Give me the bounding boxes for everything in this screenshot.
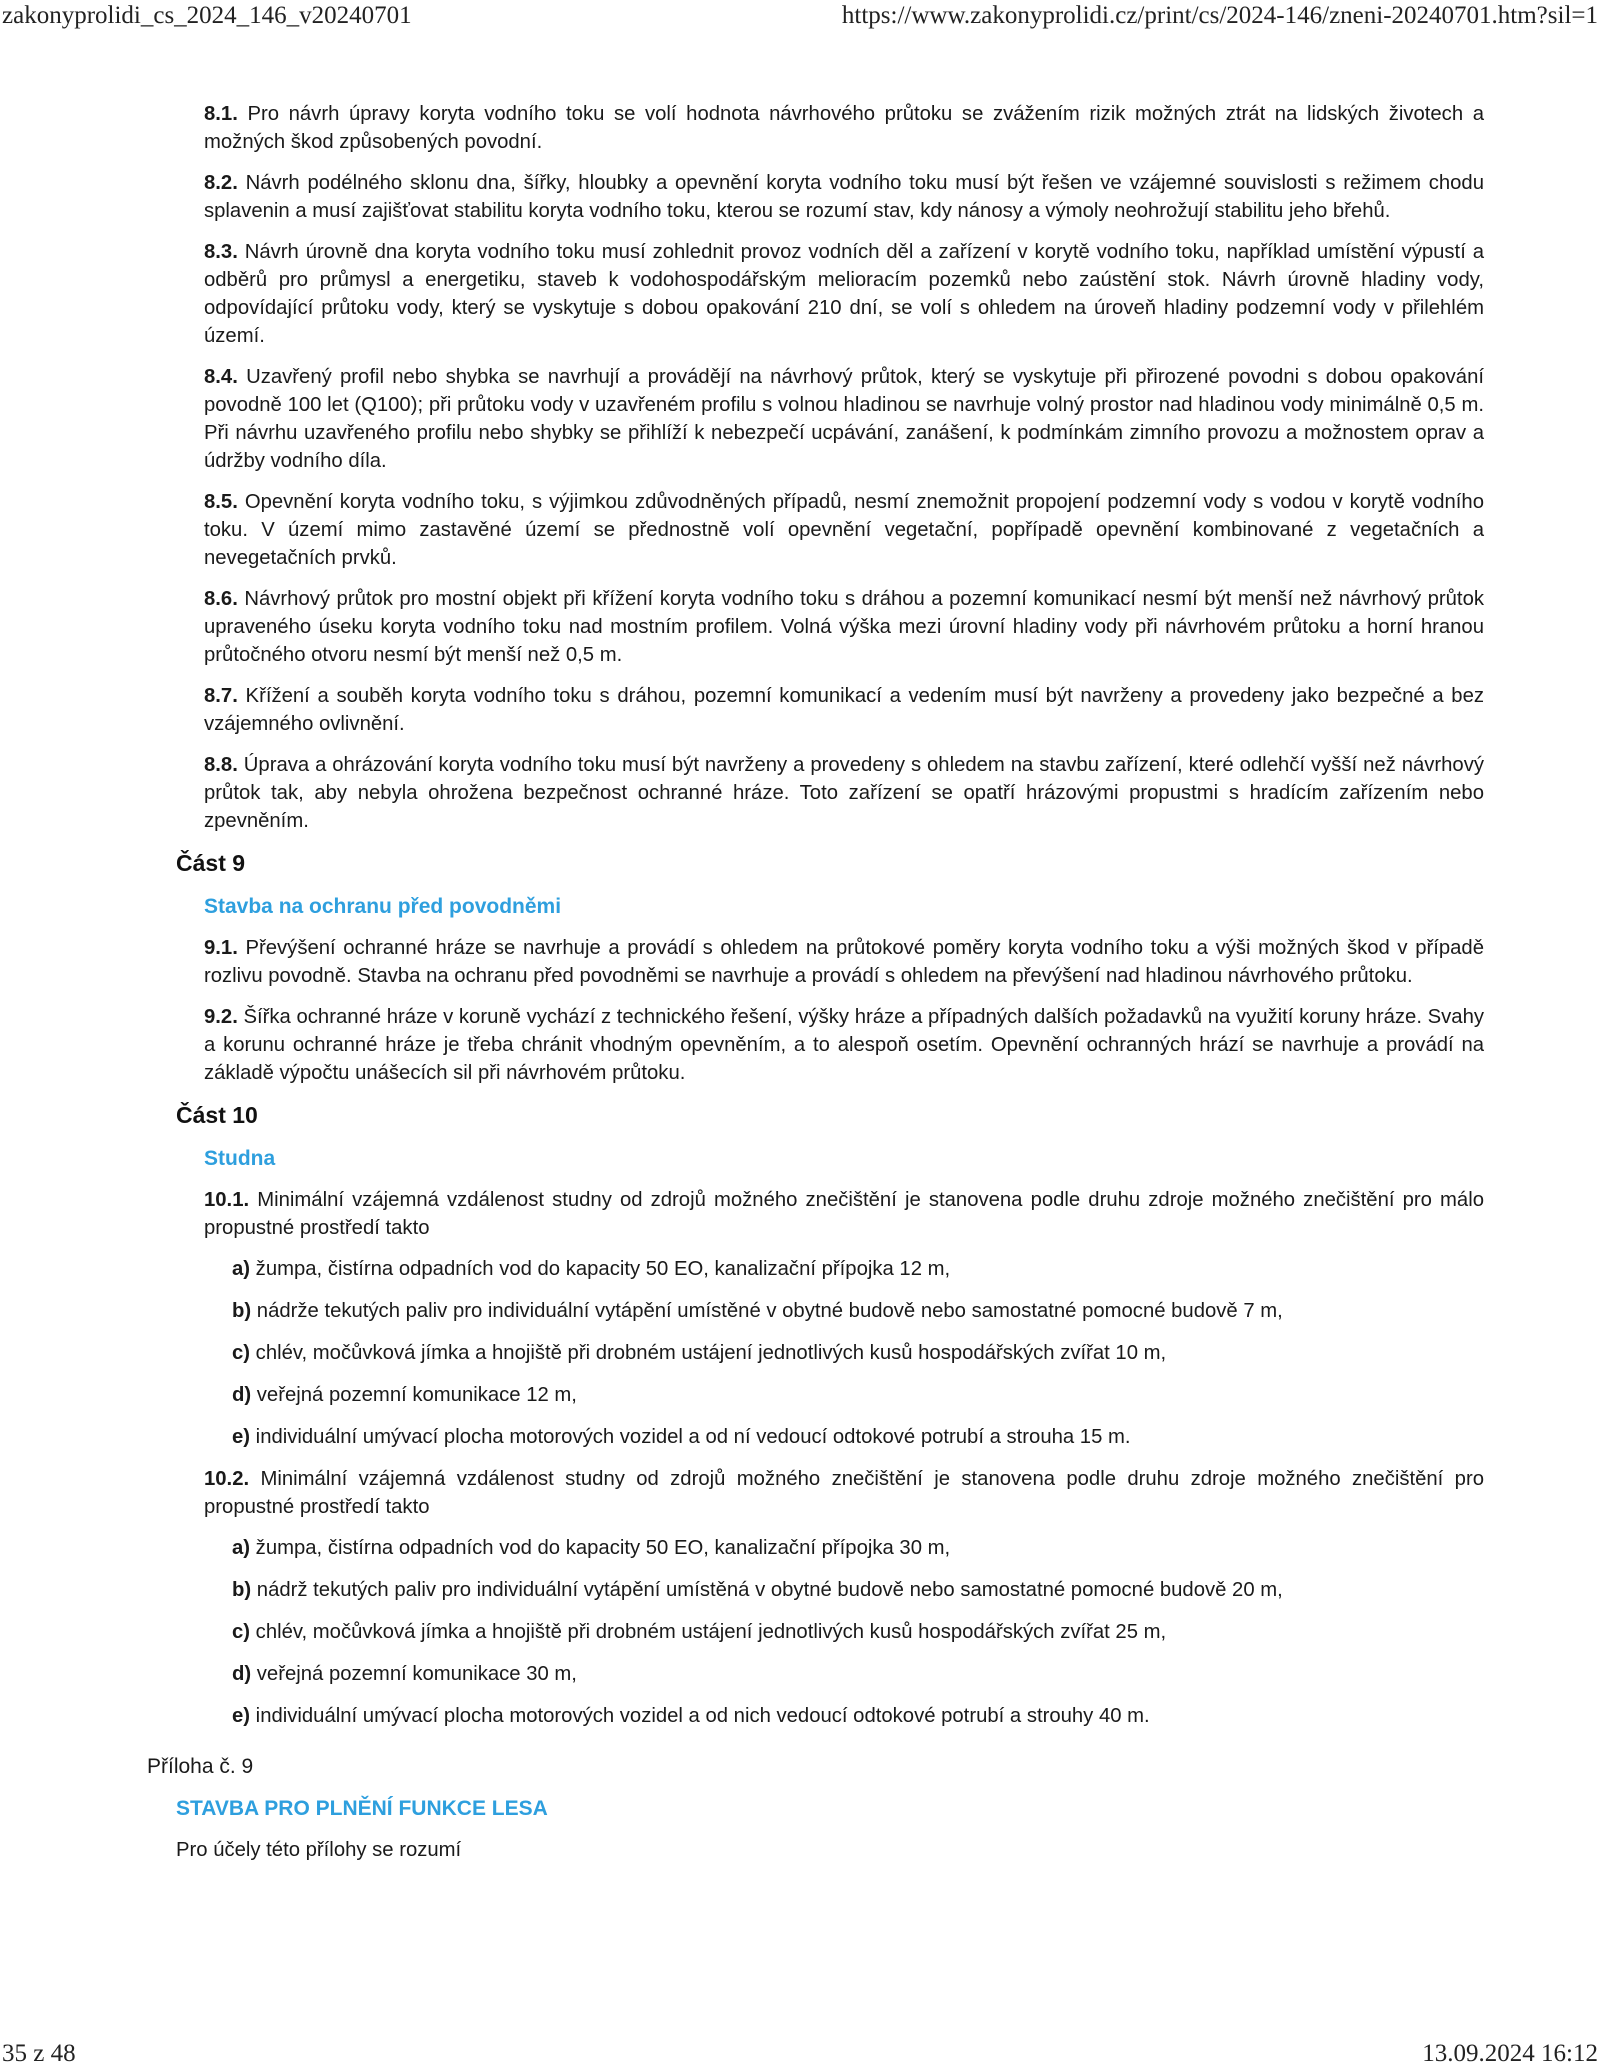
item-letter: e)	[232, 1426, 251, 1448]
paragraph-text: Návrh úrovně dna koryta vodního toku musí zohlednit provoz vodních děl a zařízení v korytě vodního toku, například umístění výpustí a odběrů pro průmysl a energetiku, staveb k vodohospodářským melioracím pozemků nebo zaústění stok. Návrh úrovně hladiny vody, odpovídající průtoku vody, který se vyskytuje s dobou opakování 210 dní, se volí s ohledem na úroveň hladiny podzemní vody v přilehlém území.	[204, 241, 1484, 347]
list-item	[232, 1339, 1484, 1367]
list-item	[232, 1423, 1484, 1451]
paragraph-8-8	[204, 751, 1484, 835]
paragraph-9-2	[204, 1003, 1484, 1087]
page-counter: 35 z 48	[2, 2040, 76, 2067]
item-letter: d)	[232, 1663, 252, 1685]
paragraph-number: 9.1.	[204, 937, 238, 959]
paragraph-8-6	[204, 585, 1484, 669]
paragraph-text: Pro návrh úpravy koryta vodního toku se volí hodnota návrhového průtoku se zvážením rizik možných ztrát na lidských životech a možných škod způsobených povodní.	[204, 103, 1484, 153]
item-text: nádrže tekutých paliv pro individuální vytápění umístěné v obytné budově nebo samostatné pomocné budově 7 m,	[251, 1300, 1283, 1322]
item-text: veřejná pozemní komunikace 30 m,	[251, 1663, 577, 1685]
paragraph-text: Návrh podélného sklonu dna, šířky, hloubky a opevnění koryta vodního toku musí být řešen ve vzájemné souvislosti s režimem chodu splavenin a musí zajišťovat stabilitu koryta vodního toku, kterou se rozumí stav, kdy nánosy a výmoly neohrožují stabilitu jeho břehů.	[204, 172, 1484, 222]
paragraph-9-1	[204, 934, 1484, 990]
paragraph-8-5	[204, 488, 1484, 572]
item-text: nádrž tekutých paliv pro individuální vytápění umístěná v obytné budově nebo samostatné pomocné budově 20 m,	[251, 1579, 1283, 1601]
list-item	[232, 1381, 1484, 1409]
paragraph-8-1	[204, 100, 1484, 156]
item-letter: e)	[232, 1705, 251, 1727]
paragraph-text: Minimální vzájemná vzdálenost studny od zdrojů možného znečištění je stanovena podle druhu zdroje možného znečištění pro málo propustné prostředí takto	[204, 1189, 1484, 1239]
paragraph-number: 8.4.	[204, 366, 238, 388]
item-text: individuální umývací plocha motorových vozidel a od ní vedoucí odtokové potrubí a strouha 15 m.	[250, 1426, 1131, 1448]
paragraph-text: Křížení a souběh koryta vodního toku s dráhou, pozemní komunikací a vedením musí být navrženy a provedeny jako bezpečné a bez vzájemného ovlivnění.	[204, 685, 1484, 735]
print-timestamp: 13.09.2024 16:12	[1422, 2040, 1598, 2067]
list-item	[232, 1702, 1484, 1730]
part-9-title: Stavba na ochranu před povodněmi	[204, 895, 562, 918]
paragraph-number: 10.2.	[204, 1468, 250, 1490]
item-letter: b)	[232, 1300, 252, 1322]
paragraph-number: 8.7.	[204, 685, 238, 707]
paragraph-10-2	[204, 1465, 1484, 1521]
paragraph-number: 8.6.	[204, 588, 238, 610]
paragraph-text: Převýšení ochranné hráze se navrhuje a provádí s ohledem na průtokové poměry koryta vodního toku a výši možných škod v případě rozlivu povodně. Stavba na ochranu před povodněmi se navrhuje a provádí s ohledem na převýšení nad hladinou návrhového průtoku.	[204, 937, 1484, 987]
list-item	[232, 1255, 1484, 1283]
item-text: žumpa, čistírna odpadních vod do kapacity 50 EO, kanalizační přípojka 12 m,	[250, 1258, 951, 1280]
paragraph-number: 8.3.	[204, 241, 238, 263]
item-letter: c)	[232, 1621, 251, 1643]
paragraph-10-1	[204, 1186, 1484, 1242]
paragraph-text: Úprava a ohrázování koryta vodního toku musí být navrženy a provedeny s ohledem na stavbu zařízení, které odlehčí vyšší než návrhový průtok tak, aby nebyla ohrožena bezpečnost ochranné hráze. Toto zařízení se opatří hrázovými propustmi s hradícím zařízením nebo zpevněním.	[204, 754, 1484, 832]
item-letter: a)	[232, 1537, 251, 1559]
part-10-heading: Část 10	[176, 1102, 258, 1128]
paragraph-number: 10.1.	[204, 1189, 250, 1211]
paragraph-8-7	[204, 682, 1484, 738]
item-letter: a)	[232, 1258, 251, 1280]
paragraph-text: Návrhový průtok pro mostní objekt při křížení koryta vodního toku s dráhou a pozemní komunikací nesmí být menší než návrhový průtok upraveného úseku koryta vodního toku nad mostním profilem. Volná výška mezi úrovní hladiny vody při návrhovém průtoku a horní hranou průtočného otvoru nesmí být menší než 0,5 m.	[204, 588, 1484, 666]
paragraph-8-3	[204, 238, 1484, 350]
item-letter: d)	[232, 1384, 252, 1406]
item-text: žumpa, čistírna odpadních vod do kapacity 50 EO, kanalizační přípojka 30 m,	[250, 1537, 951, 1559]
paragraph-text: Minimální vzájemná vzdálenost studny od zdrojů možného znečištění je stanovena podle druhu zdroje možného znečištění pro propustné prostředí takto	[204, 1468, 1484, 1518]
document-content	[0, 100, 1600, 1864]
item-text: chlév, močůvková jímka a hnojiště při drobném ustájení jednotlivých kusů hospodářských zvířat 25 m,	[250, 1621, 1167, 1643]
paragraph-number: 8.8.	[204, 754, 238, 776]
item-letter: b)	[232, 1579, 252, 1601]
item-text: veřejná pozemní komunikace 12 m,	[251, 1384, 577, 1406]
item-letter: c)	[232, 1342, 251, 1364]
paragraph-number: 8.5.	[204, 491, 238, 513]
list-item	[232, 1534, 1484, 1562]
part-9-heading: Část 9	[176, 850, 246, 876]
list-item	[232, 1618, 1484, 1646]
paragraph-number: 8.1.	[204, 103, 238, 125]
part-10-title: Studna	[204, 1147, 276, 1170]
source-url[interactable]: https://www.zakonyprolidi.cz/print/cs/2024-146/zneni-20240701.htm?sil=1	[841, 2, 1598, 29]
item-text: individuální umývací plocha motorových vozidel a od nich vedoucí odtokové potrubí a strouhy 40 m.	[250, 1705, 1150, 1727]
paragraph-text: Šířka ochranné hráze v koruně vychází z technického řešení, výšky hráze a případných dalších požadavků na využití koruny hráze. Svahy a korunu ochranné hráze je třeba chránit vhodným opevněním, a to alespoň osetím. Opevnění ochranných hrází se navrhuje a provádí na základě výpočtu unášecích sil při návrhovém průtoku.	[204, 1006, 1484, 1084]
annex-label: Příloha č. 9	[147, 1755, 254, 1778]
paragraph-number: 8.2.	[204, 172, 238, 194]
list-item	[232, 1297, 1484, 1325]
list-item	[232, 1576, 1484, 1604]
annex-intro-text: Pro účely této přílohy se rozumí	[176, 1839, 462, 1861]
paragraph-text: Opevnění koryta vodního toku, s výjimkou zdůvodněných případů, nesmí znemožnit propojení podzemní vody s vodou v korytě vodního toku. V území mimo zastavěné území se přednostně volí opevnění vegetační, popřípadě opevnění kombinované z vegetačních a nevegetačních prvků.	[204, 491, 1484, 569]
list-item	[232, 1660, 1484, 1688]
paragraph-number: 9.2.	[204, 1006, 238, 1028]
paragraph-8-4	[204, 363, 1484, 475]
item-text: chlév, močůvková jímka a hnojiště při drobném ustájení jednotlivých kusů hospodářských zvířat 10 m,	[250, 1342, 1167, 1364]
paragraph-text: Uzavřený profil nebo shybka se navrhují a provádějí na návrhový průtok, který se vyskytuje při přirozené povodni s dobou opakování povodně 100 let (Q100); při průtoku vody v uzavřeném profilu s volnou hladinou se navrhuje volný prostor nad hladinou vody minimálně 0,5 m. Při návrhu uzavřeného profilu nebo shybky se přihlíží k nebezpečí ucpávání, zanášení, k podmínkám zimního provozu a možnostem oprav a údržby vodního díla.	[204, 366, 1484, 472]
annex-title: STAVBA PRO PLNĚNÍ FUNKCE LESA	[176, 1797, 548, 1820]
paragraph-8-2	[204, 169, 1484, 225]
document-id: zakonyprolidi_cs_2024_146_v20240701	[2, 2, 412, 29]
